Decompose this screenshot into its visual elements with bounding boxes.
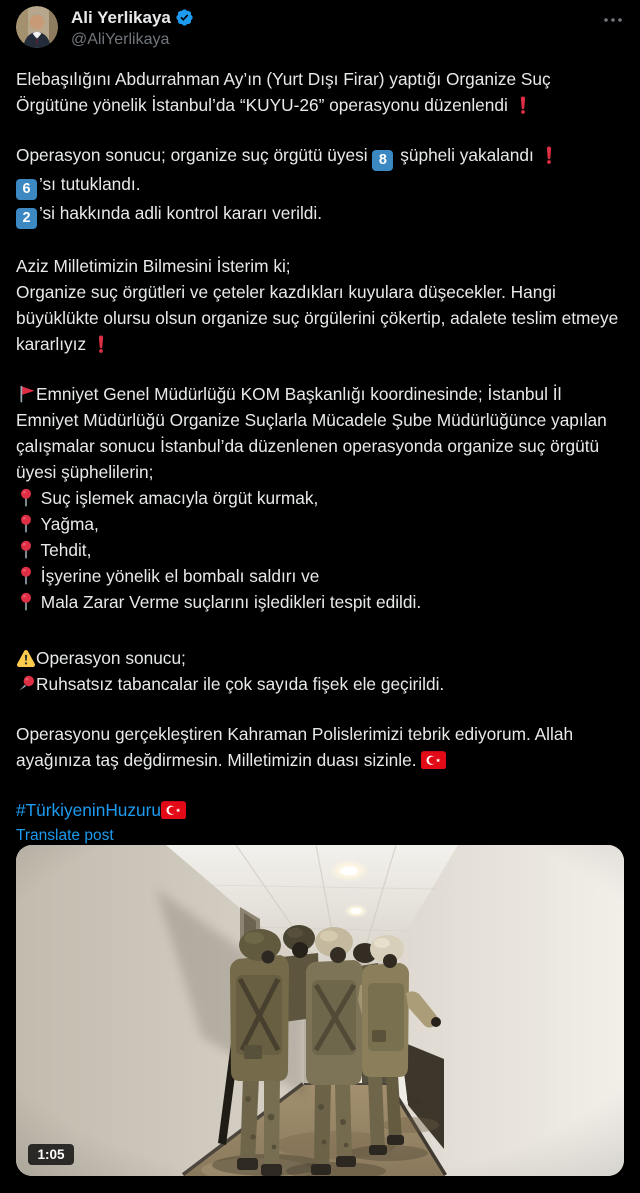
keycap-2-emoji: 2: [16, 208, 37, 229]
round-pushpin-emoji: [16, 540, 36, 560]
red-exclamation-emoji: [91, 334, 111, 354]
video-thumbnail: [16, 845, 624, 1176]
round-pushpin-emoji: [16, 514, 36, 534]
more-button[interactable]: [600, 10, 626, 30]
turkish-flag-emoji: [421, 751, 446, 770]
keycap-6-emoji: 6: [16, 179, 37, 200]
red-exclamation-emoji: [513, 95, 533, 115]
video-player[interactable]: [16, 845, 624, 1176]
tweet-header: [0, 0, 640, 52]
keycap-8-emoji: 8: [372, 150, 393, 171]
more-icon: [604, 18, 622, 22]
tweet-paragraph-6: Operasyonu gerçekleştiren Kahraman Polislerimizi tebrik ediyorum. Allah ayağınıza taş değdirmesin. Milletimizin duası sizinle.: [16, 724, 574, 770]
verified-badge-icon: [175, 8, 194, 27]
avatar-image: [16, 6, 58, 48]
round-pushpin-emoji: [16, 592, 36, 612]
avatar[interactable]: [16, 6, 58, 48]
pushpin-emoji: [16, 674, 36, 694]
tweet-paragraph-3: Aziz Milletimizin Bilmesini İsterim ki; Organize suç örgütleri ve çeteler kazdıkları kuyulara düşecekler. Hangi büyüklükte olursu olsun organize suç örgülerini çökertip, adalete teslim etmeye kararlıyız: [16, 256, 619, 354]
video-duration-badge: 1:05: [28, 1144, 74, 1165]
tweet-paragraph-1: Elebaşılığını Abdurrahman Ay’ın (Yurt Dışı Firar) yaptığı Organize Suç Örgütüne yönelik İstanbul’da “KUYU-26” operasyonu düzenlendi: [16, 69, 551, 115]
triangular-flag-emoji: [16, 384, 36, 404]
tweet-paragraph-4: Emniyet Genel Müdürlüğü KOM Başkanlığı koordinesinde; İstanbul İl Emniyet Müdürlüğü Organize Suçlarla Mücadele Şube Müdürlüğünce yapılan çalışmalar sonucu İstanbul’da düzenlenen operasyonda organize suç örgütü üyesi şüphelilerin; Suç işlemek amacıyla örgüt kurmak, Yağma, Tehdit, İşyerine yönelik el bombalı saldırı ve Mala Zarar Verme suçlarını işledikleri tespit edildi.: [16, 384, 607, 612]
hashtag-link[interactable]: #TürkiyeninHuzuru: [16, 800, 162, 820]
warning-emoji: [16, 648, 36, 668]
translate-post-link[interactable]: Translate post: [16, 827, 114, 844]
turkish-flag-emoji: [161, 801, 186, 820]
author-names: [71, 7, 194, 50]
hashtag-line: [16, 797, 624, 823]
red-exclamation-emoji: [539, 145, 559, 165]
tweet-body: [0, 52, 640, 855]
round-pushpin-emoji: [16, 488, 36, 508]
tweet-paragraph-2: Operasyon sonucu; organize suç örgütü üyesi 8 şüpheli yakalandı 6 ’sı tutuklandı. 2 ’si hakkında adli kontrol kararı verildi.: [16, 142, 624, 229]
round-pushpin-emoji: [16, 566, 36, 586]
display-name[interactable]: Ali Yerlikaya: [71, 8, 171, 27]
user-handle[interactable]: @AliYerlikaya: [71, 31, 170, 48]
tweet-paragraph-5: Operasyon sonucu; Ruhsatsız tabancalar ile çok sayıda fişek ele geçirildi.: [16, 645, 624, 697]
